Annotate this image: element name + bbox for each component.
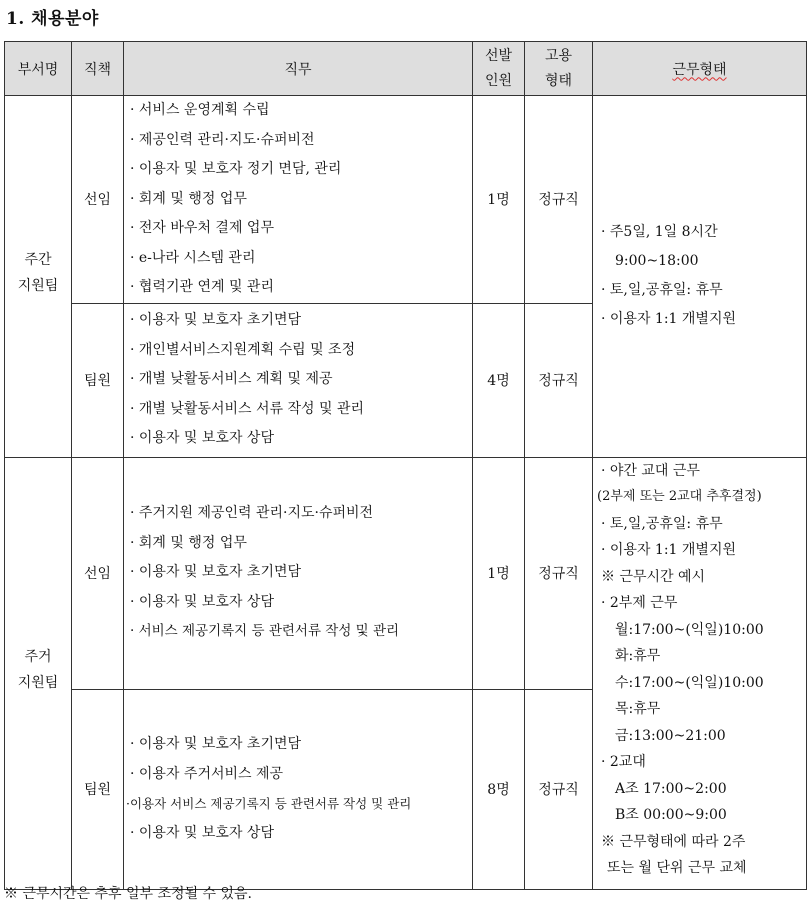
header-type-line1: 고용 bbox=[544, 47, 573, 64]
work-item: · 토,일,공휴일: 휴무 bbox=[601, 515, 723, 532]
duty-item: · 개별 낮활동서비스 서류 작성 및 관리 bbox=[130, 400, 365, 417]
type-cell: 정규직 bbox=[525, 303, 593, 457]
work-item: 금:13:00~21:00 bbox=[615, 727, 726, 744]
work-item: (2부제 또는 2교대 추후결정) bbox=[597, 489, 762, 504]
work-item: B조 00:00~9:00 bbox=[615, 807, 727, 823]
duty-item: · 이용자 및 보호자 초기면담 bbox=[130, 564, 302, 581]
duty-item: · 주거지원 제공인력 관리·지도·슈퍼비전 bbox=[130, 505, 374, 522]
table-header-row bbox=[5, 42, 807, 96]
duty-item: · 전자 바우처 결제 업무 bbox=[130, 220, 274, 236]
position-cell: 선임 bbox=[72, 457, 124, 689]
work-item: 화:휴무 bbox=[615, 648, 661, 664]
count-cell: 1명 bbox=[473, 457, 525, 689]
type-cell: 정규직 bbox=[525, 457, 593, 689]
dept-label-line2: 지원팀 bbox=[17, 675, 59, 691]
work-item: 또는 월 단위 근무 교체 bbox=[607, 860, 747, 876]
work-item: · 2부제 근무 bbox=[601, 595, 678, 611]
duty-item: · 서비스 운영계획 수립 bbox=[130, 102, 270, 118]
table-row bbox=[5, 457, 807, 689]
position-cell: 팀원 bbox=[72, 689, 124, 889]
work-item: ※ 근무형태에 따라 2주 bbox=[601, 833, 746, 850]
duty-item: · 회계 및 행정 업무 bbox=[130, 534, 247, 551]
type-cell: 정규직 bbox=[525, 689, 593, 889]
work-item: 월:17:00~(익일)10:00 bbox=[615, 621, 764, 638]
duty-item: · 이용자 및 보호자 초기면담 bbox=[130, 312, 302, 329]
duty-cell bbox=[124, 96, 473, 304]
position-cell: 선임 bbox=[72, 96, 124, 304]
header-position: 직책 bbox=[72, 42, 124, 96]
dept-label-line1: 주거 bbox=[24, 649, 52, 665]
header-work-label: 근무형태 bbox=[672, 61, 727, 78]
type-cell: 정규직 bbox=[525, 96, 593, 304]
work-item: · 주5일, 1일 8시간 bbox=[601, 224, 718, 241]
header-count-line2: 인원 bbox=[484, 72, 513, 89]
work-item: · 토,일,공휴일: 휴무 bbox=[601, 282, 723, 299]
work-cell bbox=[593, 457, 807, 889]
header-count bbox=[473, 42, 525, 96]
duty-item: · 이용자 및 보호자 상담 bbox=[130, 824, 274, 841]
work-item: ※ 근무시간 예시 bbox=[601, 568, 706, 585]
header-duty: 직무 bbox=[124, 42, 473, 96]
work-cell bbox=[593, 96, 807, 458]
dept-label-line1: 주간 bbox=[24, 252, 52, 269]
work-item: A조 17:00~2:00 bbox=[615, 780, 727, 797]
position-cell: 팀원 bbox=[72, 303, 124, 457]
header-work bbox=[593, 42, 807, 96]
duty-item: · 이용자 및 보호자 초기면담 bbox=[130, 736, 302, 752]
duty-item: · 이용자 및 보호자 상담 bbox=[130, 593, 274, 610]
dept-label-line2: 지원팀 bbox=[17, 278, 59, 295]
work-item: · 야간 교대 근무 bbox=[601, 462, 700, 479]
table-row bbox=[5, 96, 807, 304]
duty-item: · 서비스 제공기록지 등 관련서류 작성 및 관리 bbox=[130, 623, 400, 640]
duty-cell bbox=[124, 303, 473, 457]
header-type bbox=[525, 42, 593, 96]
footnote: ※ 근무시간은 추후 일부 조정될 수 있음. bbox=[4, 886, 253, 902]
dept-cell bbox=[5, 457, 72, 889]
duty-cell bbox=[124, 689, 473, 889]
duty-item: · 개인별서비스지원계획 수립 및 조정 bbox=[130, 341, 356, 358]
count-cell: 4명 bbox=[473, 303, 525, 457]
duty-item: · 이용자 및 보호자 상담 bbox=[130, 430, 274, 447]
work-item: · 2교대 bbox=[601, 754, 646, 770]
work-item: · 이용자 1:1 개별지원 bbox=[601, 542, 736, 558]
duty-item: · 회계 및 행정 업무 bbox=[130, 190, 247, 207]
duty-item: · 협력기관 연계 및 관리 bbox=[130, 279, 274, 295]
duty-item: · 제공인력 관리·지도·슈퍼비전 bbox=[130, 131, 315, 148]
duty-item: ·이용자 서비스 제공기록지 등 관련서류 작성 및 관리 bbox=[126, 796, 412, 811]
duty-item: · 이용자 주거서비스 제공 bbox=[130, 765, 284, 782]
count-cell: 1명 bbox=[473, 96, 525, 304]
work-item: 수:17:00~(익일)10:00 bbox=[615, 674, 764, 691]
dept-cell bbox=[5, 96, 72, 458]
duty-item: · 개별 낮활동서비스 계획 및 제공 bbox=[130, 371, 333, 388]
count-cell: 8명 bbox=[473, 689, 525, 889]
duty-item: · e-나라 시스템 관리 bbox=[130, 249, 256, 266]
header-count-line1: 선발 bbox=[484, 47, 513, 64]
duty-cell bbox=[124, 457, 473, 689]
work-item: · 이용자 1:1 개별지원 bbox=[601, 311, 736, 328]
recruitment-table bbox=[4, 41, 807, 890]
work-item: 목:휴무 bbox=[615, 701, 661, 717]
header-dept: 부서명 bbox=[5, 42, 72, 96]
section-title: 1. 채용분야 bbox=[6, 9, 99, 29]
duty-item: · 이용자 및 보호자 정기 면담, 관리 bbox=[130, 161, 342, 177]
work-item: 9:00~18:00 bbox=[615, 253, 699, 270]
header-type-line2: 형태 bbox=[544, 72, 573, 89]
